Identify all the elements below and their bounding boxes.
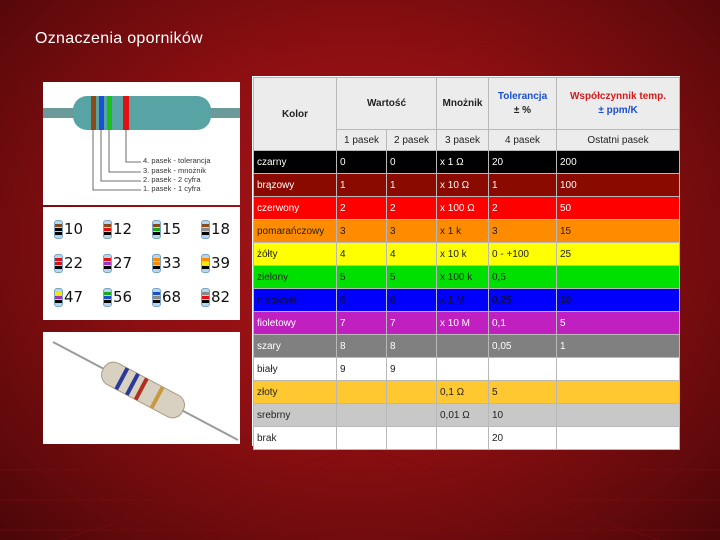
subheader-pasek-1: 1 pasek xyxy=(337,130,387,151)
resistor-photo-graphic xyxy=(43,332,240,444)
cell-temp-coefficient: 5 xyxy=(557,312,680,335)
band-stripe xyxy=(55,300,62,303)
cell-multiplier: 0,1 Ω xyxy=(437,381,489,404)
cell-color-name: zielony xyxy=(254,266,337,289)
cell-multiplier: x 1 Ω xyxy=(437,151,489,174)
cell-digit-2 xyxy=(387,427,437,450)
table-row xyxy=(254,404,680,427)
band-stripe xyxy=(55,262,62,265)
header-kolor: Kolor xyxy=(254,78,337,151)
header-mnoznik: Mnożnik xyxy=(437,78,489,130)
cell-multiplier: x 100 k xyxy=(437,266,489,289)
band-stripe xyxy=(202,232,209,235)
cell-digit-2: 4 xyxy=(387,243,437,266)
resistor-values-grid xyxy=(43,207,240,320)
table-row xyxy=(254,381,680,404)
resistor-value-label: 22 xyxy=(64,254,84,272)
band-stripe xyxy=(202,266,209,269)
resistor-value-item xyxy=(143,215,188,243)
band-stripe xyxy=(202,262,209,265)
band-stripe xyxy=(153,232,160,235)
cell-digit-2 xyxy=(387,381,437,404)
band-stripe xyxy=(153,262,160,265)
cell-color-name: czarny xyxy=(254,151,337,174)
cell-digit-2: 3 xyxy=(387,220,437,243)
cell-digit-2: 5 xyxy=(387,266,437,289)
band-stripe xyxy=(104,262,111,265)
table-row xyxy=(254,220,680,243)
cell-temp-coefficient: 15 xyxy=(557,220,680,243)
band-stripe xyxy=(202,228,209,231)
cell-tolerance: 1 xyxy=(489,174,557,197)
resistor-value-item xyxy=(192,215,237,243)
resistor-value-label: 56 xyxy=(113,288,133,306)
cell-digit-2: 8 xyxy=(387,335,437,358)
cell-tolerance: 2 xyxy=(489,197,557,220)
band-stripe xyxy=(55,232,62,235)
cell-digit-1: 6 xyxy=(337,289,387,312)
legend-band-1: 1. pasek - 1 cyfra xyxy=(143,184,201,193)
cell-color-name: szary xyxy=(254,335,337,358)
resistor-value-label: 68 xyxy=(162,288,182,306)
cell-digit-1: 5 xyxy=(337,266,387,289)
table-row xyxy=(254,312,680,335)
resistor-band-diagram xyxy=(43,82,240,205)
resistor-value-label: 47 xyxy=(64,288,84,306)
resistor-value-label: 10 xyxy=(64,220,84,238)
band-stripe xyxy=(104,228,111,231)
resistor-diagram-graphic xyxy=(43,82,240,205)
cell-multiplier: x 10 Ω xyxy=(437,174,489,197)
cell-color-name: czerwony xyxy=(254,197,337,220)
resistor-value-item xyxy=(192,249,237,277)
cell-tolerance: 10 xyxy=(489,404,557,427)
mini-resistor-icon xyxy=(201,288,210,307)
table-row xyxy=(254,243,680,266)
cell-digit-1 xyxy=(337,427,387,450)
cell-color-name: brak xyxy=(254,427,337,450)
band-stripe xyxy=(104,266,111,269)
mini-resistor-icon xyxy=(54,254,63,273)
cell-color-name: złoty xyxy=(254,381,337,404)
cell-digit-1: 3 xyxy=(337,220,387,243)
cell-tolerance: 3 xyxy=(489,220,557,243)
cell-multiplier: x 10 M xyxy=(437,312,489,335)
header-wspolczynnik-unit: ± ppm/K xyxy=(598,104,638,116)
cell-tolerance: 0,1 xyxy=(489,312,557,335)
band-stripe xyxy=(202,258,209,261)
resistor-value-label: 18 xyxy=(211,220,231,238)
mini-resistor-icon xyxy=(103,220,112,239)
cell-color-name: srebrny xyxy=(254,404,337,427)
legend-band-2: 2. pasek - 2 cyfra xyxy=(143,175,201,184)
band-stripe xyxy=(153,228,160,231)
color-code-table xyxy=(252,76,680,446)
band-stripe xyxy=(104,232,111,235)
cell-temp-coefficient xyxy=(557,358,680,381)
subheader-pasek-3: 3 pasek xyxy=(437,130,489,151)
cell-digit-1: 4 xyxy=(337,243,387,266)
cell-multiplier: x 100 Ω xyxy=(437,197,489,220)
cell-temp-coefficient: 200 xyxy=(557,151,680,174)
cell-color-name: fioletowy xyxy=(254,312,337,335)
header-wspolczynnik xyxy=(557,78,680,130)
table-row xyxy=(254,358,680,381)
header-wartosc: Wartość xyxy=(337,78,437,130)
band-stripe xyxy=(153,224,160,227)
band-stripe xyxy=(153,292,160,295)
cell-multiplier: x 10 k xyxy=(437,243,489,266)
band-stripe xyxy=(104,224,111,227)
resistor-value-label: 82 xyxy=(211,288,231,306)
mini-resistor-icon xyxy=(54,288,63,307)
mini-resistor-icon xyxy=(103,254,112,273)
cell-color-name: niebieski xyxy=(254,289,337,312)
resistor-value-item xyxy=(94,249,139,277)
resistor-value-label: 39 xyxy=(211,254,231,272)
mini-resistor-icon xyxy=(201,220,210,239)
band-stripe xyxy=(202,296,209,299)
subheader-ostatni: Ostatni pasek xyxy=(557,130,680,151)
resistor-value-item xyxy=(192,283,237,311)
cell-digit-2: 0 xyxy=(387,151,437,174)
cell-temp-coefficient: 50 xyxy=(557,197,680,220)
table-row xyxy=(254,151,680,174)
cell-tolerance: 0 - +100 xyxy=(489,243,557,266)
band-stripe xyxy=(104,296,111,299)
cell-temp-coefficient xyxy=(557,427,680,450)
cell-color-name: pomarańczowy xyxy=(254,220,337,243)
cell-multiplier xyxy=(437,335,489,358)
cell-tolerance xyxy=(489,358,557,381)
cell-color-name: brązowy xyxy=(254,174,337,197)
resistor-value-item xyxy=(143,249,188,277)
cell-temp-coefficient: 10 xyxy=(557,289,680,312)
mini-resistor-icon xyxy=(152,220,161,239)
table-row xyxy=(254,174,680,197)
cell-digit-2 xyxy=(387,404,437,427)
cell-temp-coefficient: 100 xyxy=(557,174,680,197)
band-stripe xyxy=(202,292,209,295)
band-stripe xyxy=(55,296,62,299)
cell-digit-2: 2 xyxy=(387,197,437,220)
cell-digit-1: 1 xyxy=(337,174,387,197)
band-stripe xyxy=(55,266,62,269)
cell-tolerance: 0,05 xyxy=(489,335,557,358)
cell-multiplier: 0,01 Ω xyxy=(437,404,489,427)
mini-resistor-icon xyxy=(152,254,161,273)
band-stripe xyxy=(153,296,160,299)
resistor-value-item xyxy=(45,283,90,311)
cell-temp-coefficient: 25 xyxy=(557,243,680,266)
cell-digit-1: 8 xyxy=(337,335,387,358)
band-stripe xyxy=(202,224,209,227)
cell-tolerance: 20 xyxy=(489,151,557,174)
cell-multiplier xyxy=(437,427,489,450)
cell-digit-2: 6 xyxy=(387,289,437,312)
resistor-value-item xyxy=(45,249,90,277)
resistor-value-item xyxy=(94,215,139,243)
legend-band-3: 3. pasek - mnożnik xyxy=(143,166,206,175)
resistor-value-item xyxy=(45,215,90,243)
band-stripe xyxy=(55,228,62,231)
cell-digit-1 xyxy=(337,381,387,404)
mini-resistor-icon xyxy=(54,220,63,239)
legend-band-4: 4. pasek - tolerancja xyxy=(143,156,211,165)
table-row xyxy=(254,427,680,450)
table-row xyxy=(254,266,680,289)
band-stripe xyxy=(153,300,160,303)
header-tolerancja-label: Tolerancja xyxy=(497,90,548,102)
resistor-value-label: 33 xyxy=(162,254,182,272)
resistor-value-label: 15 xyxy=(162,220,182,238)
cell-color-name: biały xyxy=(254,358,337,381)
cell-tolerance: 20 xyxy=(489,427,557,450)
resistor-value-item xyxy=(94,283,139,311)
resistor-value-label: 12 xyxy=(113,220,133,238)
resistor-value-item xyxy=(143,283,188,311)
band-stripe xyxy=(153,266,160,269)
subheader-pasek-4: 4 pasek xyxy=(489,130,557,151)
mini-resistor-icon xyxy=(152,288,161,307)
cell-tolerance: 0,25 xyxy=(489,289,557,312)
cell-digit-1 xyxy=(337,404,387,427)
cell-digit-1: 2 xyxy=(337,197,387,220)
resistor-value-label: 27 xyxy=(113,254,133,272)
table-row xyxy=(254,289,680,312)
cell-multiplier: x 1 M xyxy=(437,289,489,312)
slide-title: Oznaczenia oporników xyxy=(35,30,203,47)
mini-resistor-icon xyxy=(103,288,112,307)
band-stripe xyxy=(153,258,160,261)
band-stripe xyxy=(55,292,62,295)
cell-multiplier: x 1 k xyxy=(437,220,489,243)
band-stripe xyxy=(202,300,209,303)
cell-digit-2: 9 xyxy=(387,358,437,381)
header-tolerancja xyxy=(489,78,557,130)
resistor-photo xyxy=(43,332,240,444)
mini-resistor-icon xyxy=(201,254,210,273)
band-stripe xyxy=(55,224,62,227)
cell-temp-coefficient: 1 xyxy=(557,335,680,358)
band-stripe xyxy=(104,292,111,295)
cell-digit-1: 9 xyxy=(337,358,387,381)
cell-temp-coefficient xyxy=(557,266,680,289)
header-wspolczynnik-label: Współczynnik temp. xyxy=(569,90,667,102)
band-stripe xyxy=(55,258,62,261)
cell-digit-2: 7 xyxy=(387,312,437,335)
header-tolerancja-unit: ± % xyxy=(513,104,532,116)
subheader-pasek-2: 2 pasek xyxy=(387,130,437,151)
table-row xyxy=(254,197,680,220)
cell-tolerance: 5 xyxy=(489,381,557,404)
cell-digit-1: 7 xyxy=(337,312,387,335)
cell-temp-coefficient xyxy=(557,381,680,404)
band-stripe xyxy=(104,300,111,303)
cell-tolerance: 0,5 xyxy=(489,266,557,289)
cell-temp-coefficient xyxy=(557,404,680,427)
table-row xyxy=(254,335,680,358)
table-body xyxy=(254,151,680,450)
cell-digit-2: 1 xyxy=(387,174,437,197)
cell-color-name: żółty xyxy=(254,243,337,266)
band-stripe xyxy=(104,258,111,261)
cell-multiplier xyxy=(437,358,489,381)
cell-digit-1: 0 xyxy=(337,151,387,174)
